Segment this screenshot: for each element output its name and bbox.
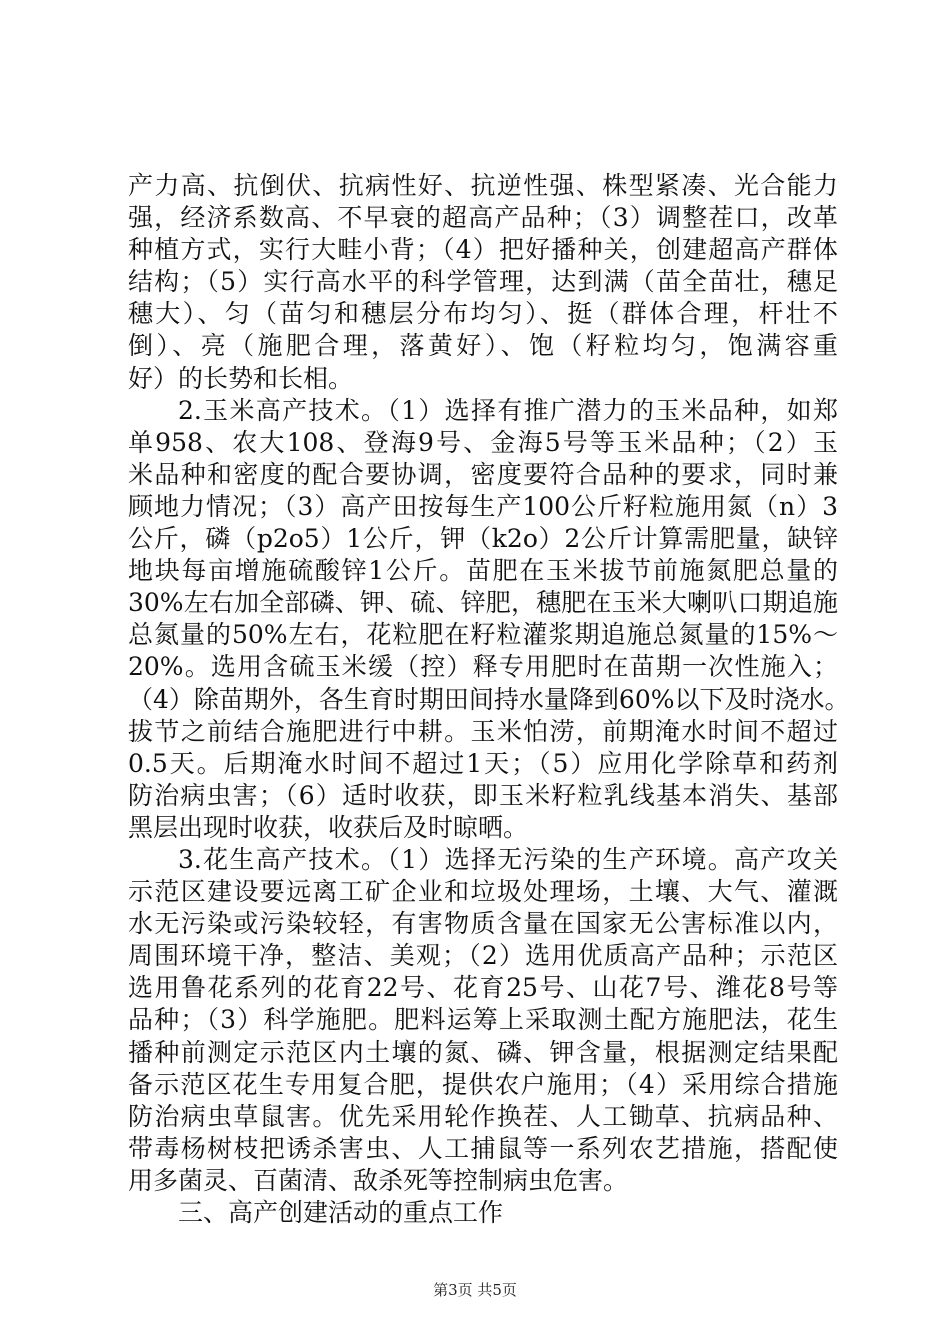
- body-line: 20%。选用含硫玉米缓（控）释专用肥时在苗期一次性施入；: [128, 652, 838, 682]
- body-line: 产力高、抗倒伏、抗病性好、抗逆性强、株型紧凑、光合能力: [128, 171, 838, 200]
- page-footer: 第3页 共5页: [433, 1281, 517, 1299]
- body-line: 水无污染或污染较轻，有害物质含量在国家无公害标准以内，: [128, 909, 838, 939]
- body-line: 穗大）、匀（苗匀和穗层分布均匀）、挺（群体合理，杆壮不: [128, 299, 838, 329]
- body-line: 总氮量的50%左右，花粒肥在籽粒灌浆期追施总氮量的15%～: [128, 620, 838, 650]
- body-line: 单958、农大108、登海9号、金海5号等玉米品种；（2）玉: [128, 427, 838, 457]
- body-line: 0.5天。后期淹水时间不超过1天；（5）应用化学除草和药剂: [128, 748, 838, 778]
- body-line: 选用鲁花系列的花育22号、花育25号、山花7号、潍花8号等: [128, 973, 838, 1003]
- body-line: 示范区建设要远离工矿企业和垃圾处理场，土壤、大气、灌溉: [128, 877, 838, 907]
- body-line: 拔节之前结合施肥进行中耕。玉米怕涝，前期淹水时间不超过: [128, 716, 838, 746]
- section-heading-key-work: 三、高产创建活动的重点工作: [178, 1198, 504, 1227]
- body-line: 好）的长势和长相。: [128, 363, 354, 393]
- body-line: 顾地力情况；（3）高产田按每生产100公斤籽粒施用氮（n）3: [128, 491, 838, 521]
- body-line: 防治病虫草鼠害。优先采用轮作换茬、人工锄草、抗病品种、: [128, 1101, 838, 1131]
- body-line: 备示范区花生专用复合肥，提供农户施用；（4）采用综合措施: [128, 1069, 838, 1099]
- body-line: 品种；（3）科学施肥。肥料运筹上采取测土配方施肥法，花生: [128, 1005, 838, 1035]
- body-line: 倒）、亮（施肥合理，落黄好）、饱（籽粒均匀，饱满容重: [128, 331, 838, 361]
- body-line: 带毒杨树枝把诱杀害虫、人工捕鼠等一系列农艺措施，搭配使: [128, 1133, 838, 1163]
- document-body: [128, 170, 850, 1229]
- body-line: 结构；（5）实行高水平的科学管理，达到满（苗全苗壮，穗足: [128, 267, 838, 297]
- body-line: 种植方式，实行大畦小背；（4）把好播种关，创建超高产群体: [128, 235, 838, 265]
- body-line: 米品种和密度的配合要协调，密度要符合品种的要求，同时兼: [128, 459, 838, 489]
- section-heading-peanut: 3.花生高产技术。（1）选择无污染的生产环境。高产攻关: [178, 844, 838, 874]
- body-line: 用多菌灵、百菌清、敌杀死等控制病虫危害。: [128, 1165, 629, 1195]
- section-heading-corn: 2.玉米高产技术。（1）选择有推广潜力的玉米品种，如郑: [178, 395, 838, 425]
- body-line: 黑层出现时收获，收获后及时晾晒。: [128, 812, 529, 842]
- body-line: 公斤，磷（p2o5）1公斤，钾（k2o）2公斤计算需肥量，缺锌: [128, 524, 838, 554]
- body-line: 地块每亩增施硫酸锌1公斤。苗肥在玉米拔节前施氮肥总量的: [128, 556, 838, 586]
- body-line: 防治病虫害；（6）适时收获，即玉米籽粒乳线基本消失、基部: [128, 780, 838, 810]
- body-line: 播种前测定示范区内土壤的氮、磷、钾含量，根据测定结果配: [128, 1037, 838, 1067]
- body-line: （4）除苗期外，各生育时期田间持水量降到60%以下及时浇水。: [128, 684, 850, 714]
- body-line: 周围环境干净，整洁、美观；（2）选用优质高产品种；示范区: [128, 941, 838, 971]
- body-line: 强，经济系数高、不早衰的超高产品种；（3）调整茬口，改革: [128, 203, 838, 233]
- body-line: 30%左右加全部磷、钾、硫、锌肥，穗肥在玉米大喇叭口期追施: [128, 588, 838, 618]
